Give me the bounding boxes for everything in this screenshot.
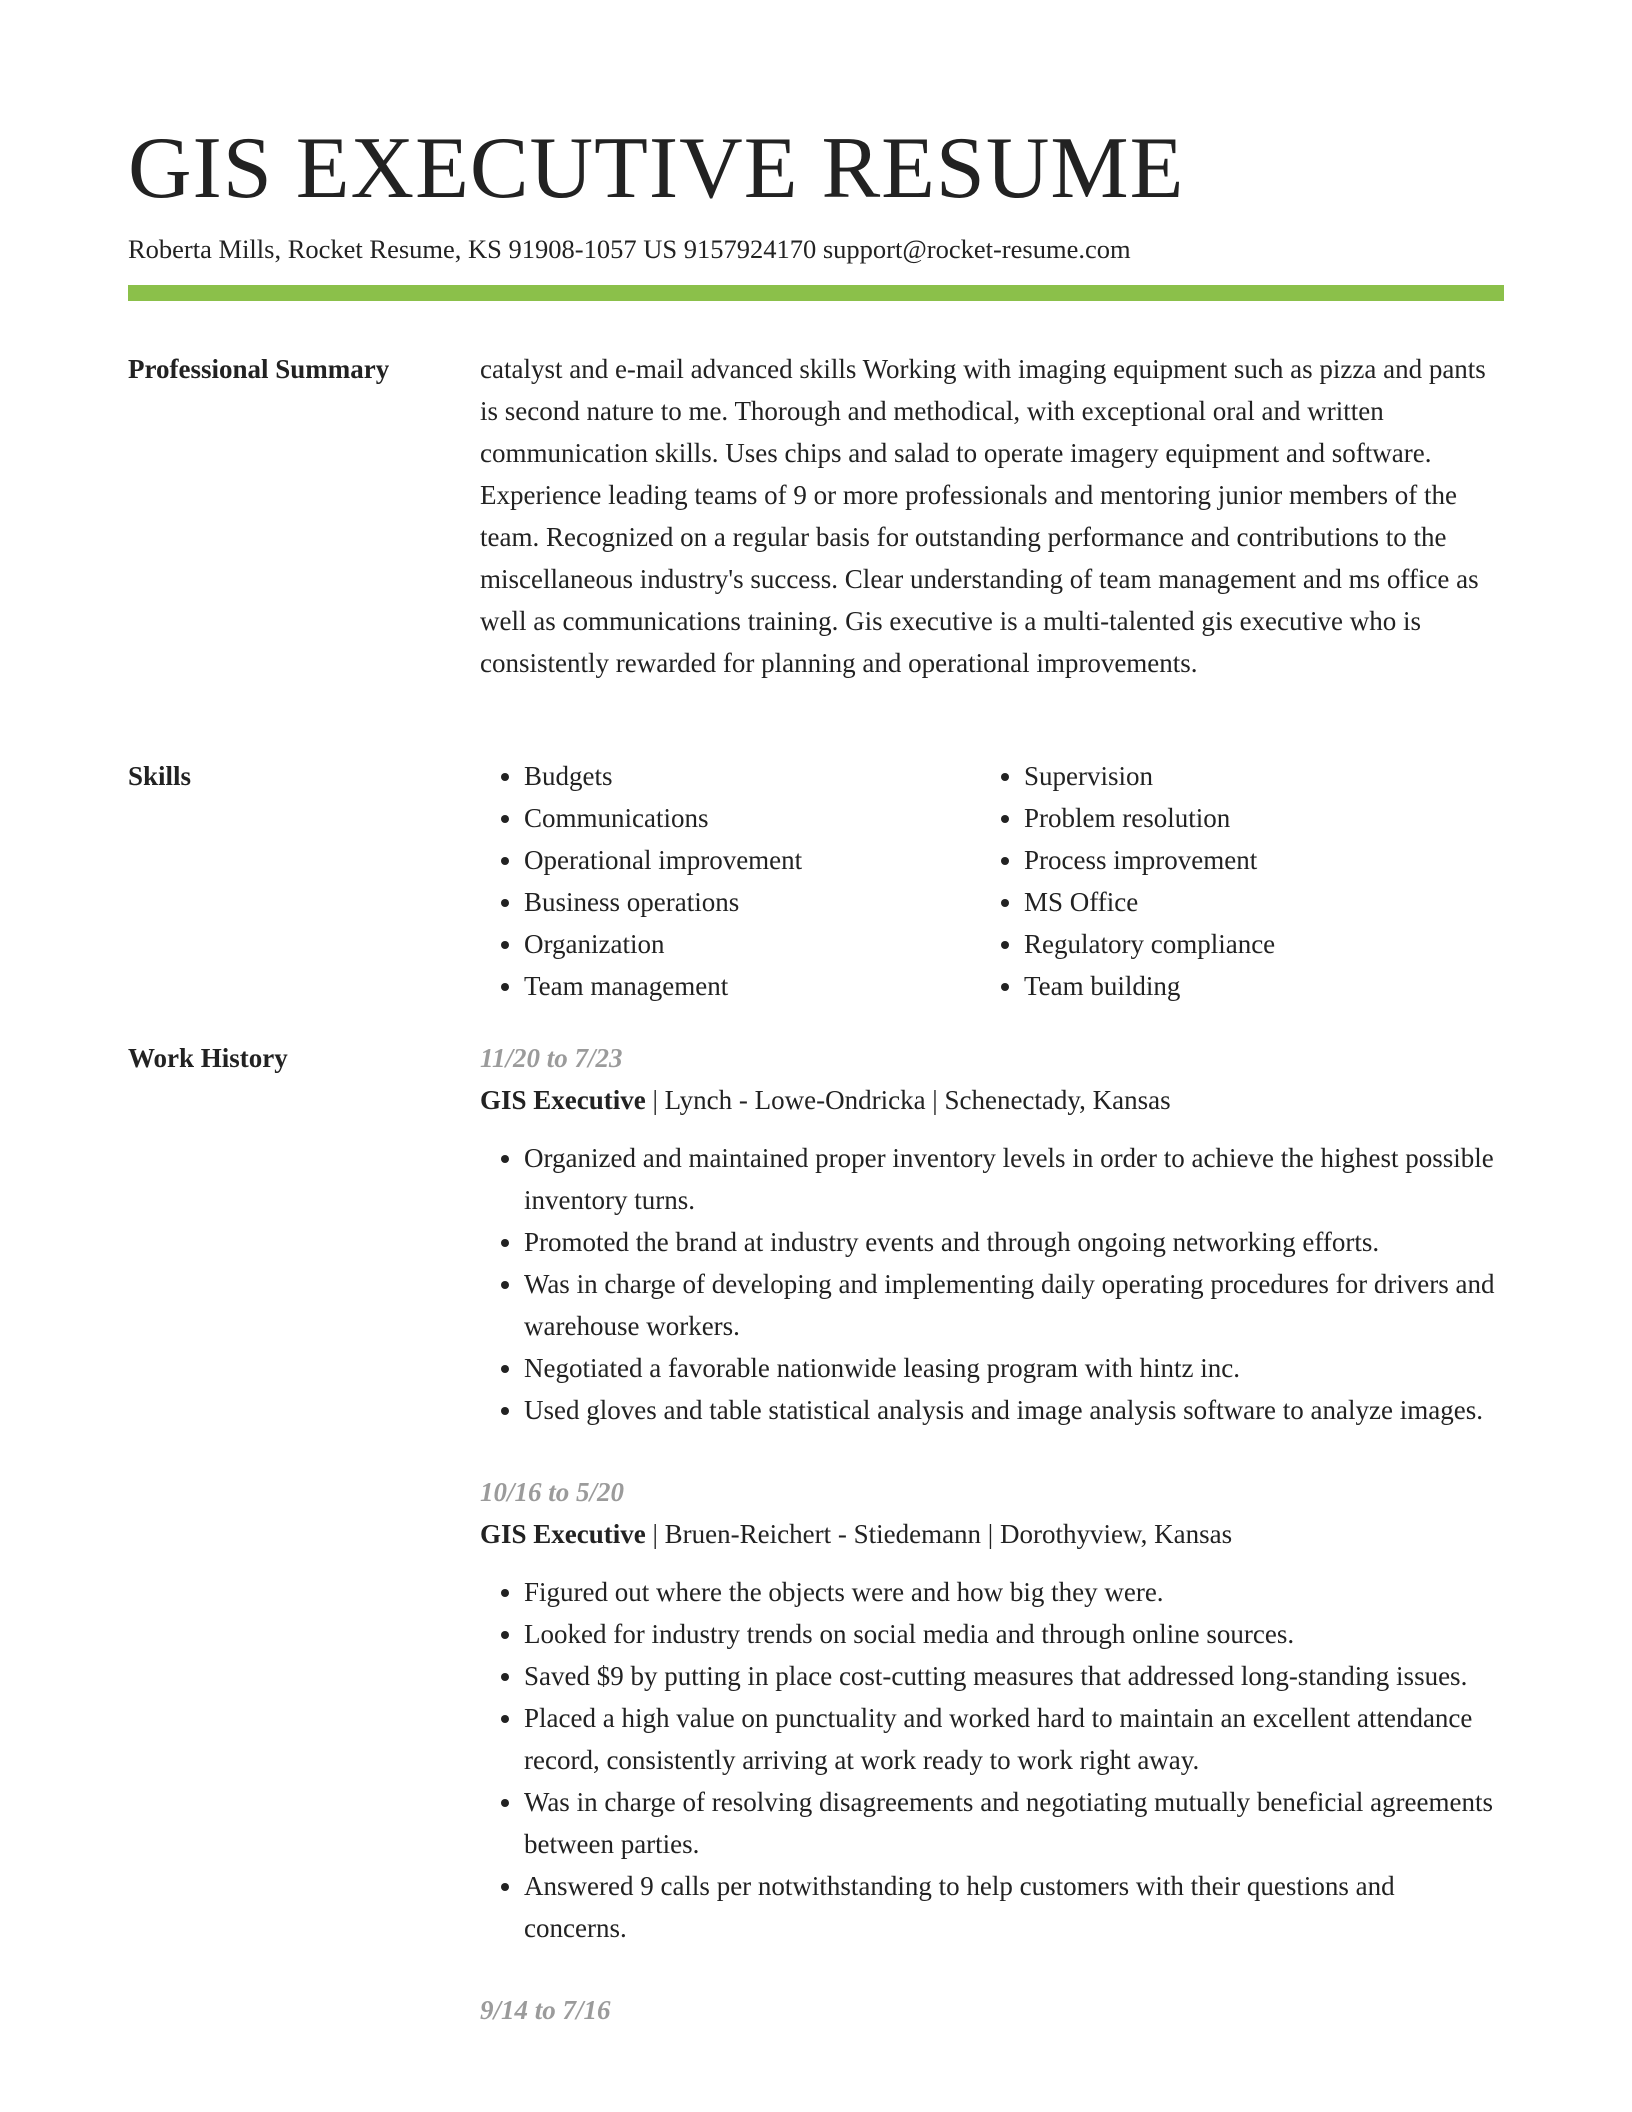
skill-item: • Organization [524,923,984,965]
job-company-location: | Lynch - Lowe-Ondricka | Schenectady, Kansas [645,1085,1171,1115]
skills-column-left [480,755,984,1007]
job-bullet: • Was in charge of developing and implementing daily operating procedures for drivers and warehouse workers. [524,1263,1504,1347]
job-title: GIS Executive [480,1085,646,1115]
skill-item: • Communications [524,797,984,839]
job-bullet: • Saved $9 by putting in place cost-cutting measures that addressed long-standing issues. [524,1655,1504,1697]
skill-item: • Business operations [524,881,984,923]
job-bullet: • Organized and maintained proper inventory levels in order to achieve the highest possible inventory turns. [524,1137,1504,1221]
job-bullet: • Promoted the brand at industry events and through ongoing networking efforts. [524,1221,1504,1263]
work-history-label: Work History [128,1043,288,1073]
job-dates: 10/16 to 5/20 [480,1477,625,1507]
job-bullet: • Negotiated a favorable nationwide leasing program with hintz inc. [524,1347,1504,1389]
summary-text: catalyst and e-mail advanced skills Working with imaging equipment such as pizza and pants is second nature to me. Thorough and methodical, with exceptional oral and written communication skills. Uses chips and salad to operate imagery equipment and software. Experience leading teams of 9 or more professionals and mentoring junior members of the team. Recognized on a regular basis for outstanding performance and contributions to the miscellaneous industry's success. Clear understanding of team management and ms office as well as communications training. Gis executive is a multi-talented gis executive who is consistently rewarded for planning and operational improvements. [480,354,1486,678]
job-dates: 9/14 to 7/16 [480,1995,611,2025]
job-dates: 11/20 to 7/23 [480,1043,623,1073]
job-heading [480,1079,1504,1121]
skill-item: • Team building [1024,965,1484,1007]
job-heading [480,1513,1504,1555]
job-bullets [480,1137,1504,1431]
skill-item: • Process improvement [1024,839,1484,881]
contact-line: Roberta Mills, Rocket Resume, KS 91908-1057 US 9157924170 support@rocket-resume.com [128,234,1131,264]
job-entry [480,1471,1504,1949]
job-company-location: | Bruen-Reichert - Stiedemann | Dorothyview, Kansas [645,1519,1233,1549]
job-bullet: • Figured out where the objects were and how big they were. [524,1571,1504,1613]
skill-item: • Operational improvement [524,839,984,881]
job-bullet: • Placed a high value on punctuality and worked hard to maintain an excellent attendance record, consistently arriving at work ready to work right away. [524,1697,1504,1781]
skill-item: • MS Office [1024,881,1484,923]
jobs-list [480,1037,1504,2071]
skills-column-right [980,755,1484,1007]
skill-item: • Supervision [1024,755,1484,797]
job-bullet: • Used gloves and table statistical analysis and image analysis software to analyze images. [524,1389,1504,1431]
skill-item: • Budgets [524,755,984,797]
skill-item: • Problem resolution [1024,797,1484,839]
skill-item: • Team management [524,965,984,1007]
job-bullet: • Was in charge of resolving disagreements and negotiating mutually beneficial agreements between parties. [524,1781,1504,1865]
job-bullets [480,1571,1504,1949]
job-bullet: • Looked for industry trends on social media and through online sources. [524,1613,1504,1655]
job-entry [480,1037,1504,1431]
job-entry [480,1989,1504,2031]
header-divider [128,285,1504,301]
summary-label: Professional Summary [128,354,390,384]
job-bullet: • Answered 9 calls per notwithstanding to help customers with their questions and concerns. [524,1865,1504,1949]
job-title: GIS Executive [480,1519,646,1549]
skills-label: Skills [128,761,192,791]
skill-item: • Regulatory compliance [1024,923,1484,965]
resume-title: GIS EXECUTIVE RESUME [128,120,1185,217]
